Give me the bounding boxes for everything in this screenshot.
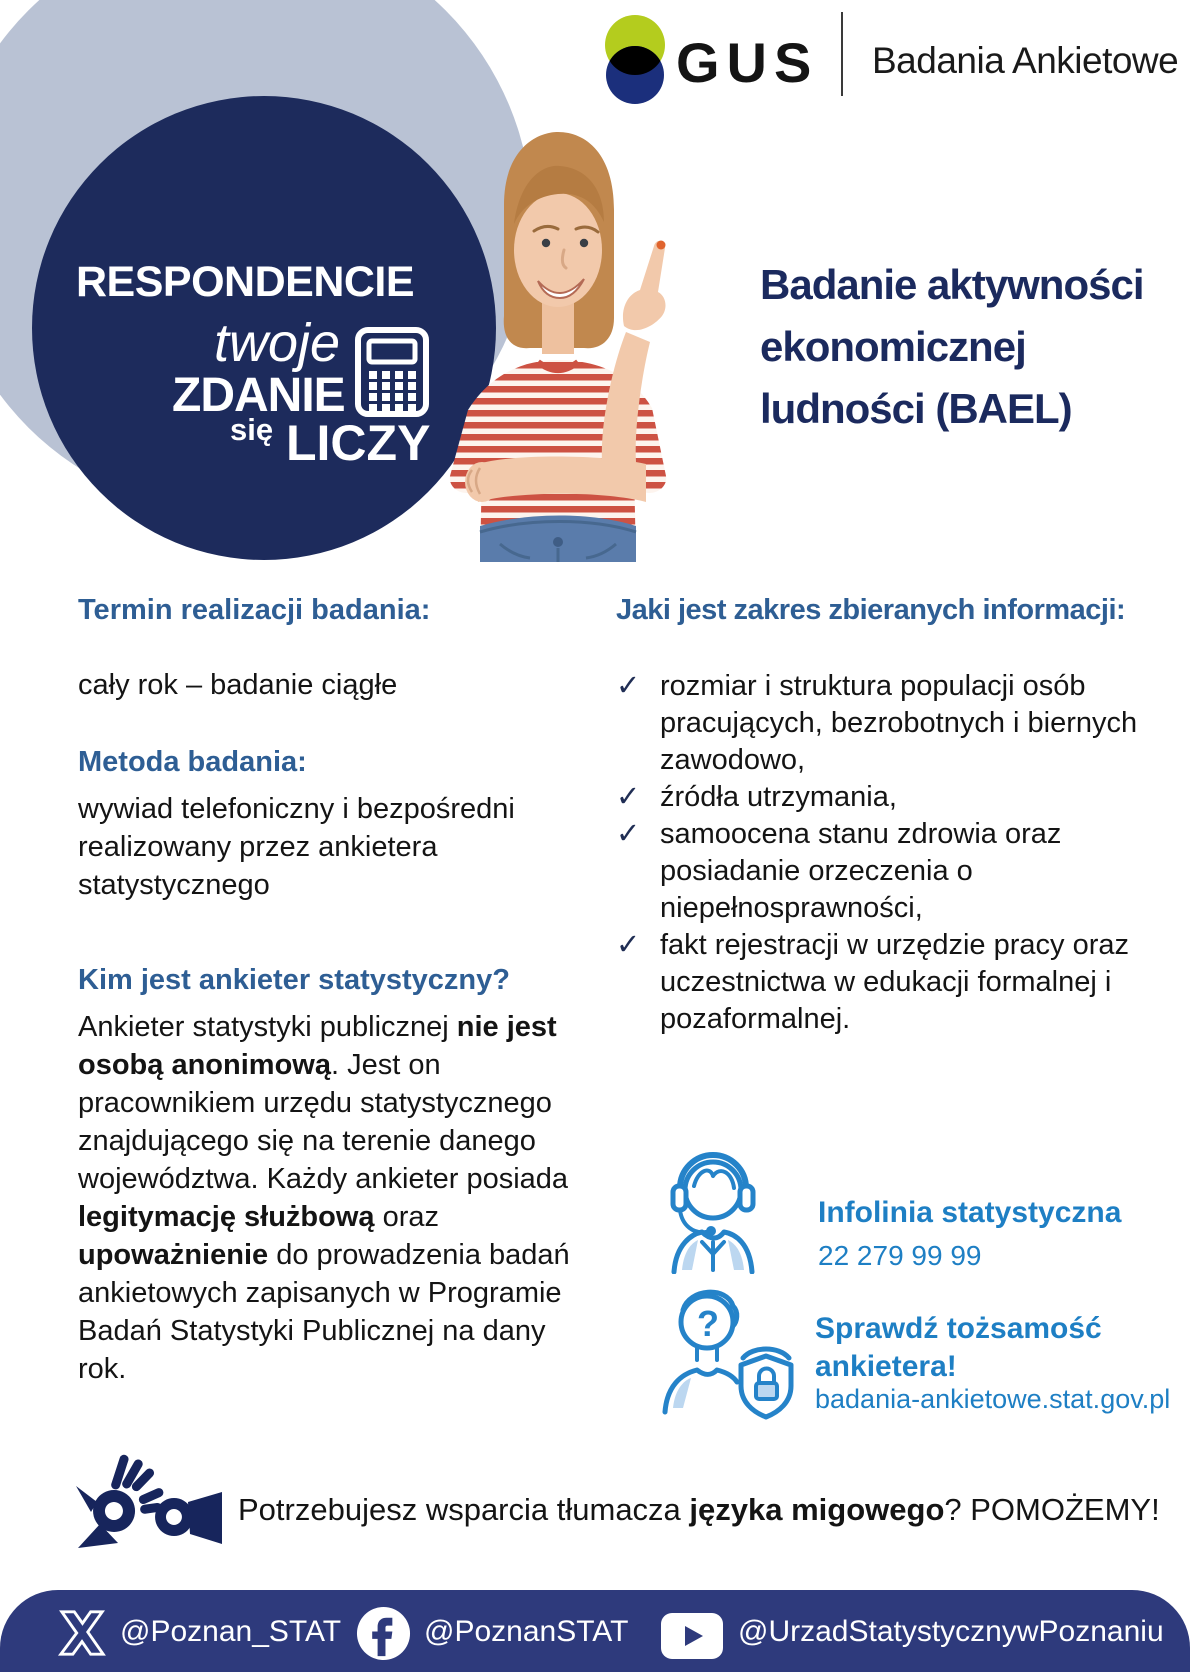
- list-item: [616, 816, 1138, 927]
- youtube-icon[interactable]: [660, 1612, 724, 1668]
- section-heading-zakres: Jaki jest zakres zbieranych informacji:: [616, 594, 1126, 626]
- poster-title-line-1: Badanie aktywności: [760, 261, 1144, 308]
- gus-logo: [604, 14, 668, 113]
- list-item: [616, 927, 1138, 1038]
- facebook-icon[interactable]: [355, 1605, 412, 1670]
- section-body-metoda: wywiad telefoniczny i bezpośredni realizowany przez ankietera statystycznego: [78, 793, 515, 901]
- youtube-handle[interactable]: @UrzadStatystycznywPoznaniu: [738, 1615, 1164, 1648]
- identity-check-icon: [645, 1280, 795, 1427]
- identity-check-url[interactable]: badania-ankietowe.stat.gov.pl: [815, 1384, 1171, 1414]
- infolinia-phone[interactable]: 22 279 99 99: [818, 1240, 982, 1271]
- x-handle[interactable]: @Poznan_STAT: [120, 1615, 342, 1648]
- slogan-line-liczy: LICZY: [286, 415, 431, 471]
- checkmark-icon: ✓: [616, 818, 641, 850]
- slogan-line-respondencie: RESPONDENCIE: [76, 258, 415, 306]
- facebook-handle[interactable]: @PoznanSTAT: [424, 1615, 629, 1648]
- gus-logo-text: GUS: [676, 31, 819, 94]
- zakres-list: [616, 668, 1138, 1038]
- section-heading-ankieter: Kim jest ankieter statystyczny?: [78, 964, 510, 996]
- sign-language-icon: [70, 1450, 222, 1557]
- header-subtitle: Badania Ankietowe: [872, 40, 1179, 81]
- helpline-agent-icon: [662, 1142, 764, 1279]
- list-item: [616, 779, 1138, 816]
- identity-check-title: [815, 1310, 1102, 1386]
- checkmark-icon: ✓: [616, 929, 641, 961]
- woman-photo-illustration: [408, 110, 708, 567]
- header-divider: [841, 12, 843, 96]
- slogan-line-sie: się: [230, 412, 274, 447]
- list-item: [616, 668, 1138, 779]
- identity-check-title-line-2: ankietera!: [815, 1350, 957, 1383]
- list-item-text: samoocena stanu zdrowia oraz posiadanie orzeczenia o niepełnosprawności,: [660, 818, 1062, 924]
- poster-title-line-3: ludności (BAEL): [760, 385, 1072, 432]
- checkmark-icon: ✓: [616, 781, 641, 813]
- section-heading-termin: Termin realizacji badania:: [78, 594, 431, 626]
- slogan-line-twoje: twoje: [214, 313, 341, 373]
- section-body-termin: cały rok – badanie ciągłe: [78, 669, 398, 701]
- poster-title-line-2: ekonomicznej: [760, 323, 1026, 370]
- list-item-text: źródła utrzymania,: [660, 781, 897, 813]
- calculator-icon: [354, 326, 430, 423]
- section-body-ankieter: Ankieter statystyki publicznej nie jest osobą anonimową. Jest on pracownikiem urzędu statystycznego znajdującego się na terenie danego województwa. Każdy ankieter posiada legitymację służbową oraz upoważnienie do prowadzenia badań ankietowych zapisanych w Programie Badań Statystyki Publicznej na dany rok.: [78, 1011, 570, 1385]
- section-heading-metoda: Metoda badania:: [78, 746, 307, 778]
- infolinia-title: Infolinia statystyczna: [818, 1196, 1122, 1229]
- list-item-text: rozmiar i struktura populacji osób pracujących, bezrobotnych i biernych zawodowo,: [660, 670, 1138, 776]
- x-twitter-icon[interactable]: [57, 1608, 107, 1666]
- identity-check-title-line-1: Sprawdź tożsamość: [815, 1312, 1102, 1345]
- poster-title: [760, 254, 1143, 440]
- checkmark-icon: ✓: [616, 670, 641, 702]
- slogan-line-zdanie: ZDANIE: [172, 369, 345, 422]
- svg-text:?: ?: [697, 1303, 719, 1344]
- sign-language-text: Potrzebujesz wsparcia tłumacza języka migowego? POMOŻEMY!: [238, 1492, 1160, 1527]
- list-item-text: fakt rejestracji w urzędzie pracy oraz uczestnictwa w edukacji formalnej i pozaformalnej.: [660, 929, 1129, 1035]
